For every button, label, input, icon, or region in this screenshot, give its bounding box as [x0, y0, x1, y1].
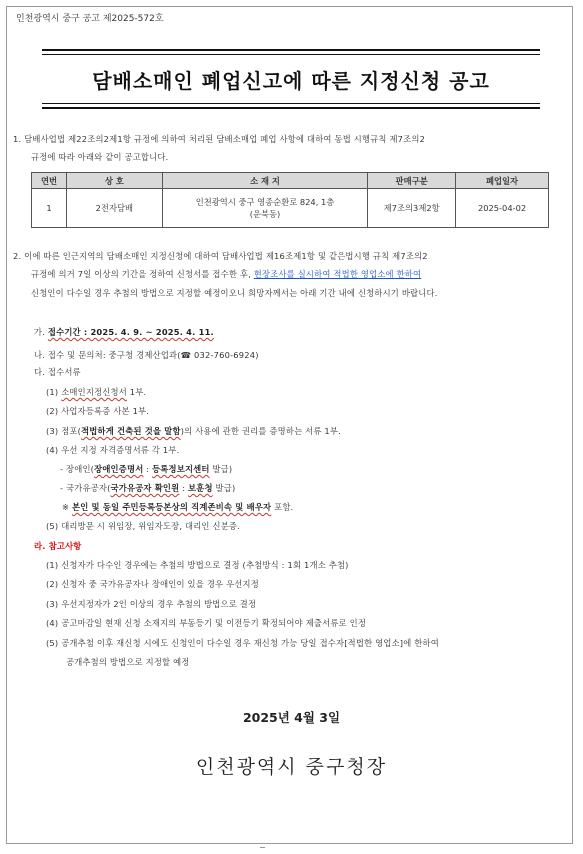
note-item-1: (1) 신청자가 다수인 경우에는 추첨의 방법으로 결정 (추첨방식 : 1회 1개소 추첨) [46, 560, 349, 570]
note-item-5-line1: (5) 공개추첨 이후 재신청 시에도 신청인이 다수일 경우 재신청 가능 당일 접수자[적법한 영업소]에 한하여 [46, 638, 439, 648]
table-header-row [32, 173, 549, 189]
cell-address [162, 189, 368, 228]
cell-category: 제7조의3제2항 [368, 189, 456, 228]
section1-line1: 1. 담배사업법 제22조의2제1항 규정에 의하여 처리된 담배소매업 폐업 사항에 대하여 동법 시행규칙 제7조의2 [13, 134, 426, 144]
cell-date: 2025-04-02 [456, 189, 549, 228]
cell-address-line2: (운북동) [249, 209, 281, 219]
doc-number: 인천광역시 중구 공고 제2025-572호 [16, 14, 164, 24]
doc-item-4a-a: - 장애인( [60, 464, 95, 474]
title-box [42, 49, 540, 109]
doc-item-4b-e: 발급) [212, 483, 236, 493]
note-item-4: (4) 공고마감일 현재 신청 소재지의 부동등기 및 이전등기 확정되어야 제출서류로 인정 [46, 618, 367, 628]
item-da: 다. 접수서류 [34, 367, 81, 377]
doc-item-4b-c: : [179, 483, 189, 493]
doc-item-4a-c: : [143, 464, 153, 474]
cell-name: 2전자담배 [66, 189, 162, 228]
doc-item-4: (4) 우선 지정 자격증명서류 각 1부. [46, 445, 180, 455]
col-header-date: 폐업일자 [456, 173, 549, 189]
doc-item-4c-mark: ※ [62, 502, 72, 512]
section2-line2-text: 규정에 의거 7일 이상의 기간을 정하여 신청서를 접수한 후, [31, 269, 254, 279]
site-inspection-note: 현장조사를 실시하여 적법한 영업소에 한하여 [253, 269, 422, 279]
veteran-issuer: 보훈청 [188, 483, 213, 493]
doc-item-2: (2) 사업자등록증 사본 1부. [46, 406, 150, 416]
doc-item-1-qty: 1부. [126, 387, 147, 397]
closure-table [31, 172, 549, 228]
disability-cert: 장애인증명서 [94, 464, 144, 474]
cell-address-line1: 인천광역시 중구 영종순환로 824, 1층 [195, 197, 335, 207]
doc-item-4b [60, 482, 235, 494]
item-na: 나. 접수 및 문의처: 중구청 경제산업과(☎ 032-760-6924) [34, 350, 259, 360]
col-header-no: 연번 [32, 173, 67, 189]
section1-line2: 규정에 따라 아래와 같이 공고합니다. [31, 152, 169, 162]
doc-item-3-note: 적법하게 건축된 것을 말함 [81, 426, 181, 436]
doc-item-4c-c: 포함. [271, 502, 294, 512]
issuer-signature: 인천광역시 중구청장 [195, 756, 388, 778]
note-item-5-line2: 공개추첨의 방법으로 지정할 예정 [66, 657, 190, 667]
cell-no: 1 [32, 189, 67, 228]
doc-item-4b-a: - 국가유공자( [60, 483, 111, 493]
page-mark [260, 847, 265, 851]
doc-item-1-num: (1) [46, 387, 62, 397]
section2-line1: 2. 이에 따른 인근지역의 담배소매인 지정신청에 대하여 담배사업법 제16조제1항 및 같은법시행 규칙 제7조의2 [13, 251, 428, 261]
family-scope: 본인 및 동일 주민등록등본상의 직계존비속 및 배우자 [72, 502, 272, 512]
doc-item-3-a: (3) 점포( [46, 426, 82, 436]
section2-line2 [31, 268, 421, 280]
doc-item-4a [60, 463, 232, 475]
note-item-3: (3) 우선지정자가 2인 이상의 경우 추첨의 방법으로 결정 [46, 599, 257, 609]
disability-issuer: 등록정보지센터 [152, 464, 210, 474]
doc-item-4c [62, 501, 293, 513]
note-item-2: (2) 신청자 중 국가유공자나 장애인이 있을 경우 우선지정 [46, 579, 259, 589]
item-ga [34, 326, 214, 338]
doc-item-5: (5) 대리방문 시 위임장, 위임자도장, 대리인 신분증. [46, 521, 240, 531]
col-header-address: 소 재 지 [162, 173, 368, 189]
doc-item-1 [46, 386, 146, 398]
doc-item-4a-e: 발급) [209, 464, 233, 474]
reception-period: 접수기간 : 2025. 4. 9. ~ 2025. 4. 11. [47, 327, 214, 337]
col-header-category: 판매구분 [368, 173, 456, 189]
doc-item-3 [46, 425, 341, 437]
veteran-cert: 국가유공자 확인원 [110, 483, 180, 493]
col-header-name: 상 호 [66, 173, 162, 189]
item-ga-prefix: 가. [34, 327, 48, 337]
doc-item-3-c: )의 사용에 관한 권리를 증명하는 서류 1부. [180, 426, 341, 436]
section2-line3: 신청인이 다수일 경우 추첨의 방법으로 지정할 예정이오니 희망자께서는 아래 기간 내에 신청하시기 바랍니다. [31, 288, 438, 298]
notice-date: 2025년 4월 3일 [242, 710, 341, 725]
document-title: 담배소매인 폐업신고에 따른 지정신청 공고 [92, 68, 490, 93]
item-ra-heading: 라. 참고사항 [34, 541, 82, 551]
table-row [32, 189, 549, 228]
doc-item-1-name: 소매인지정신청서 [61, 387, 127, 397]
